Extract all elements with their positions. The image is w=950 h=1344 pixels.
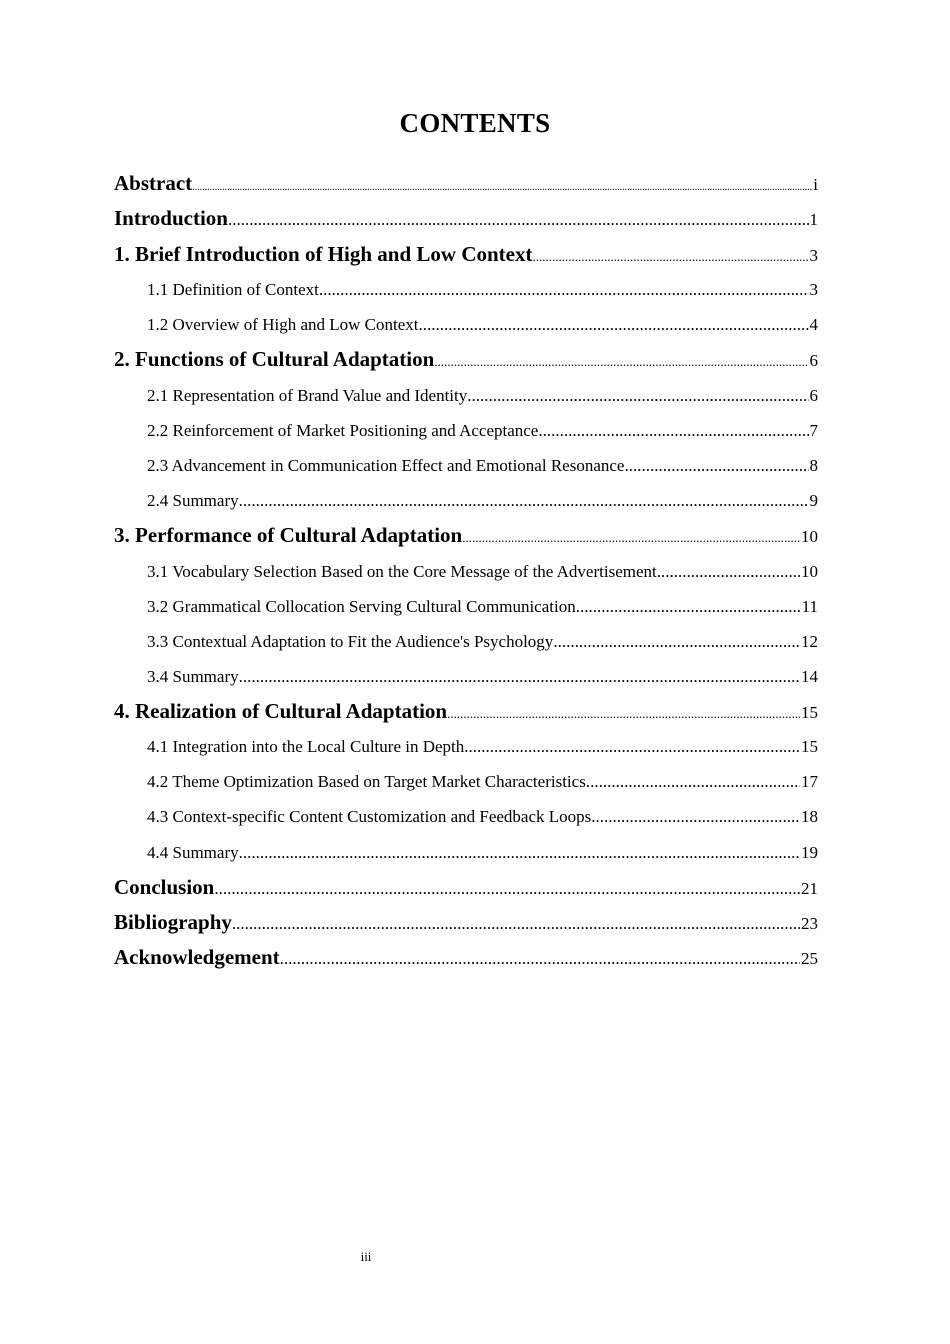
toc-entry-label: 4. Realization of Cultural Adaptation xyxy=(114,698,448,723)
toc-entry-label: 2.3 Advancement in Communication Effect and Emotional Resonance xyxy=(147,455,625,475)
toc-entry-label: 3.3 Contextual Adaptation to Fit the Audience's Psychology xyxy=(147,631,554,651)
dot-leader xyxy=(280,941,800,975)
toc-entry-page: 14 xyxy=(801,666,818,686)
dot-leader xyxy=(239,483,809,518)
dot-leader xyxy=(553,624,800,659)
toc-entry-page: 15 xyxy=(801,702,818,722)
dot-leader xyxy=(462,520,800,553)
toc-entry-section-2-4[interactable] xyxy=(114,483,818,518)
toc-entry-section-4-3[interactable] xyxy=(114,799,818,834)
dot-leader xyxy=(319,272,809,307)
toc-entry-page: 19 xyxy=(801,842,818,862)
dot-leader xyxy=(532,239,808,272)
toc-entry-label: 3.2 Grammatical Collocation Serving Cultural Communication xyxy=(147,596,576,616)
toc-entry-page: 8 xyxy=(809,455,818,475)
toc-entry-label: 3. Performance of Cultural Adaptation xyxy=(114,523,463,548)
dot-leader xyxy=(232,906,800,940)
toc-entry-page: 6 xyxy=(809,351,818,371)
toc-entry-label: 2.1 Representation of Brand Value and Identity xyxy=(147,385,468,405)
toc-entry-page: 15 xyxy=(801,737,818,757)
toc-entry-page: i xyxy=(813,175,818,194)
toc-entry-section-1-1[interactable] xyxy=(114,272,818,307)
page-number-footer: iii xyxy=(360,1249,372,1264)
toc-entry-chapter-2[interactable] xyxy=(114,342,818,377)
dot-leader xyxy=(228,202,809,236)
toc-title: CONTENTS xyxy=(399,108,551,138)
toc-entry-section-1-2[interactable] xyxy=(114,307,818,342)
toc-entry-page: 17 xyxy=(801,772,818,792)
toc-entry-acknowledgement[interactable] xyxy=(114,940,818,975)
toc-entry-label: Conclusion xyxy=(114,874,215,899)
dot-leader xyxy=(239,835,800,870)
toc-entry-label: 3.1 Vocabulary Selection Based on the Core Message of the Advertisement xyxy=(147,561,657,581)
dot-leader xyxy=(538,413,808,448)
toc-entry-label: 4.2 Theme Optimization Based on Target Market Characteristics xyxy=(147,772,586,792)
toc-entry-page: 11 xyxy=(801,596,818,616)
toc-entry-section-3-1[interactable] xyxy=(114,554,818,589)
toc-entry-section-3-3[interactable] xyxy=(114,624,818,659)
toc-entry-label: Introduction xyxy=(114,206,228,231)
toc-entry-page: 10 xyxy=(801,561,818,581)
toc-entry-page: 12 xyxy=(801,631,818,651)
toc-entry-conclusion[interactable] xyxy=(114,870,818,905)
toc-entry-page: 21 xyxy=(801,878,818,898)
dot-leader xyxy=(239,659,800,694)
toc-entry-label: 2.2 Reinforcement of Market Positioning and Acceptance xyxy=(147,420,539,440)
toc-entry-page: 1 xyxy=(809,210,818,230)
toc-entry-label: 4.3 Context-specific Content Customization and Feedback Loops xyxy=(147,807,592,827)
dot-leader xyxy=(657,554,800,589)
toc-entry-page: 3 xyxy=(809,280,818,300)
dot-leader xyxy=(464,729,800,764)
dot-leader xyxy=(576,589,801,624)
toc-entry-label: 3.4 Summary xyxy=(147,666,239,686)
dot-leader xyxy=(591,799,800,834)
toc-entry-section-4-4[interactable] xyxy=(114,835,818,870)
dot-leader xyxy=(214,871,800,905)
toc-entry-label: 4.4 Summary xyxy=(147,842,239,862)
toc-entry-section-4-1[interactable] xyxy=(114,729,818,764)
toc-entry-page: 18 xyxy=(801,807,818,827)
toc-entry-chapter-4[interactable] xyxy=(114,694,818,729)
toc-entry-label: 1.2 Overview of High and Low Context xyxy=(147,315,419,335)
toc-entry-section-2-2[interactable] xyxy=(114,413,818,448)
toc-entry-section-2-3[interactable] xyxy=(114,448,818,483)
toc-entry-page: 9 xyxy=(809,491,818,511)
toc-entry-section-3-4[interactable] xyxy=(114,659,818,694)
dot-leader xyxy=(434,344,808,377)
toc-entry-page: 3 xyxy=(809,245,818,265)
toc-entry-page: 7 xyxy=(809,420,818,440)
toc-entry-chapter-1[interactable] xyxy=(114,237,818,272)
toc-entry-section-2-1[interactable] xyxy=(114,378,818,413)
toc-entry-page: 23 xyxy=(801,914,818,934)
toc-entry-label: 4.1 Integration into the Local Culture in Depth xyxy=(147,737,465,757)
toc-entry-section-3-2[interactable] xyxy=(114,589,818,624)
toc-entry-page: 6 xyxy=(809,385,818,405)
toc-entry-introduction[interactable] xyxy=(114,201,818,236)
table-of-contents xyxy=(114,166,818,976)
dot-leader xyxy=(467,378,808,413)
toc-entry-label: 2.4 Summary xyxy=(147,491,239,511)
toc-entry-abstract[interactable] xyxy=(114,166,818,201)
toc-entry-page: 10 xyxy=(801,527,818,547)
toc-entry-page: 4 xyxy=(809,315,818,335)
toc-entry-chapter-3[interactable] xyxy=(114,518,818,553)
toc-entry-label: Abstract xyxy=(114,171,193,195)
toc-entry-label: 1. Brief Introduction of High and Low Context xyxy=(114,241,533,266)
toc-entry-page: 25 xyxy=(801,949,818,969)
dot-leader xyxy=(447,696,800,729)
toc-entry-section-4-2[interactable] xyxy=(114,764,818,799)
dot-leader xyxy=(192,170,812,201)
toc-entry-label: 1.1 Definition of Context xyxy=(147,280,319,300)
toc-entry-label: Acknowledgement xyxy=(114,945,280,970)
toc-entry-bibliography[interactable] xyxy=(114,905,818,940)
toc-entry-label: 2. Functions of Cultural Adaptation xyxy=(114,347,435,372)
toc-entry-label: Bibliography xyxy=(114,910,232,935)
dot-leader xyxy=(624,448,808,483)
dot-leader xyxy=(586,764,800,799)
dot-leader xyxy=(418,307,808,342)
